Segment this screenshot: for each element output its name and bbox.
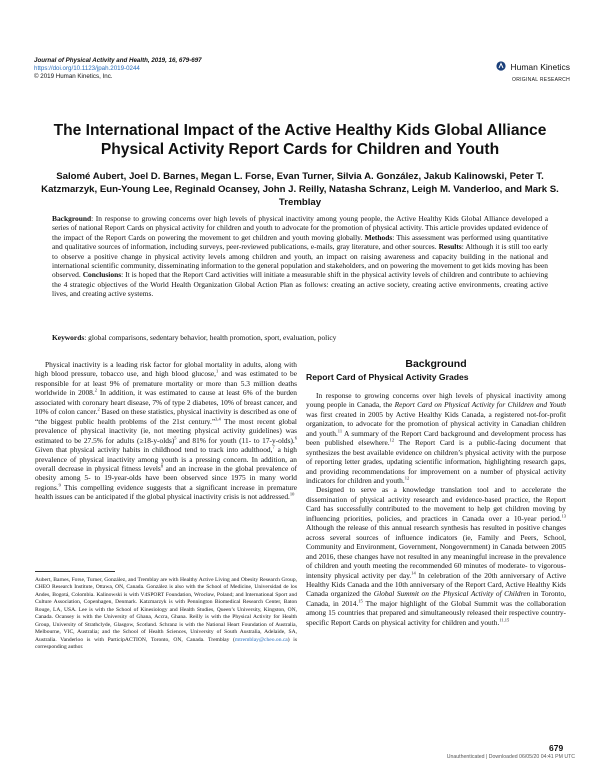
citation-ref[interactable]: 8	[160, 463, 164, 469]
corresponding-email-link[interactable]: mtremblay@cheo.on.ca	[234, 636, 288, 643]
citation-ref[interactable]: 13	[561, 513, 566, 519]
body-text: Given that physical activity habits in childhood tend to track into adulthood,	[35, 445, 273, 455]
body-text: The major highlight of the Global Summit was the collaboration among 15 countries that prepared and simultaneously released their respective country-specific Report Cards on physical activity for children and youth.	[306, 598, 566, 627]
citation-ref[interactable]: 2	[97, 406, 100, 412]
author-list: Salomé Aubert, Joel D. Barnes, Megan L. Forse, Evan Turner, Silvia A. González, Jakub Kalinowski, Peter T. Katzmarzyk, Eun-Young Lee, Reginald Ocansey, John J. Reilly, Natasha Schranz, Leigh M. Vanderloo, and Mark S. Tremblay	[41, 171, 559, 208]
abstract-results-label: Results	[438, 242, 462, 252]
footnote-text-end: ) is corresponding author.	[35, 636, 297, 651]
citation-ref[interactable]: 4	[218, 416, 221, 422]
journal-header	[34, 57, 334, 81]
abstract-background-label: Background	[52, 214, 92, 223]
body-text: in Toronto, Canada, in 2014.	[306, 589, 566, 608]
body-text: Designed to serve as a knowledge translation tool and to accelerate the dissemination of physical activity research and evidence-based practice, the Report Card has successfully contributed to the movement to help get children moving by influencing priorities, policies, and practices in Canada over a 10-year period.	[306, 485, 566, 523]
body-text: In addition, it was estimated to cause at least 6% of the burden associated with coronary heart disease, 7% of type 2 diabetes, 10% of breast cancer, and 10% of colon cancer.	[35, 388, 298, 417]
section-heading-background: Background	[405, 358, 467, 370]
body-text: Although the release of this annual research synthesis has resulted in positive changes across several sources of influence indicators (ie, Family and Peers, School, Community and Environment, Government, Nongovernment) in Canada between 2005 and 2016, these changes have not resulted in any meaningful increase in the prevalence of children and youth meeting the recommended 60 minutes of moderate- to vigorous-intensity physical activity per day.	[306, 523, 566, 580]
keywords	[52, 333, 548, 342]
copyright-line: © 2019 Human Kinetics, Inc.	[34, 73, 113, 80]
citation-ref[interactable]: 14	[411, 570, 416, 576]
abstract-background-text: : In response to growing concerns over high levels of physical inactivity among young people, the Active Healthy Kids Global Alliance developed a series of national Report Cards on physical activity for children and youth to advocate for the promotion of physical activity. This article provides updated evidence of the impact of the Report Cards on powering the movement to get children and youth moving globally.	[52, 214, 548, 242]
article-title: The International Impact of the Active Healthy Kids Global Alliance Physical Activity Report Cards for Children and Youth	[53, 122, 547, 158]
article-type-label: ORIGINAL RESEARCH	[512, 77, 570, 84]
citation-ref[interactable]: 11	[337, 428, 343, 434]
background-paragraph-1	[306, 391, 566, 486]
citation-ref[interactable]: 10	[289, 491, 295, 497]
body-text: This compelling evidence suggests that a significant increase in premature health issues can be anticipated if the global physical inactivity crisis is not addressed.	[35, 482, 297, 502]
download-watermark: Unauthenticated | Downloaded 06/05/20 04:41 PM UTC	[446, 754, 575, 760]
publisher-name: Human Kinetics	[510, 62, 570, 72]
body-text: In response to growing concerns over high levels of physical inactivity among young people in Canada, the	[306, 390, 566, 410]
body-text: A summary of the Report Card background and development process has been published elsewhere.	[306, 428, 566, 448]
human-kinetics-logo-icon	[496, 58, 506, 76]
citation-ref[interactable]: 2	[94, 387, 97, 393]
title-block	[25, 121, 575, 159]
publisher-block	[470, 58, 570, 83]
citation-ref[interactable]: 11,15	[499, 617, 510, 623]
footnote-divider	[35, 571, 115, 572]
abstract-methods-label: Methods	[364, 232, 393, 242]
citation-separator: ,	[217, 416, 219, 422]
body-text: and an increase in the global prevalence of obesity among 5- to 19-year-olds have been observed since 1975 in many world regions.	[35, 463, 297, 492]
abstract-conclusions-label: Conclusions	[82, 270, 122, 280]
body-text: The Report Card is a public-facing document that synthesizes the best available evidence on children’s physical activity with the purpose of reporting letter grades, updating scientific information, highlighting research gaps, and providing recommendations for improvement on a number of physical activity indicators for children and youth.	[306, 438, 566, 485]
footnote-text: Aubert, Barnes, Forse, Turner, González, and Tremblay are with Healthy Active Living and Obesity Research Group, CHEO Research Institute, Ottawa, ON, Canada. González is also with the School of Medicine, Universidad de los Andes, Bogotá, Colombia. Kalinowski is with V4SPORT Foundation, Wrocław, Poland; and International Sport and Culture Association, Copenhagen, Denmark. Katzmarzyk is with Pennington Biomedical Research Center, Baton Rouge, LA, USA. Lee is with the School of Kinesiology and Health Studies, Queen’s University, Kingston, ON, Canada. Ocansey is with the University of Ghana, Accra, Ghana. Reilly is with the Physical Activity for Health Group, University of Strathclyde, Glasgow, Scotland. Schranz is with the National Heart Foundation of Australia, Melbourne, VIC, Australia; and the School of Health Sciences, University of South Australia, Adelaide, SA, Australia. Vanderloo is with ParticipACTION, Toronto, ON, Canada. Tremblay (	[35, 577, 297, 643]
abstract-conclusions-text: : It is hoped that the Report Card activities will initiate a measurable shift in the physical activity levels of children and contribute to achieving the 4 strategic objectives of the World Health Organization Global Action Plan as follows: creating an active society, creating active environments, creating active lives, and creating active systems.	[52, 270, 548, 299]
global-summit-title: Global Summit on the Physical Activity of Children	[373, 589, 531, 599]
citation-ref[interactable]: 12	[389, 437, 395, 443]
body-text: The most recent global prevalence of physical inactivity (ie, not meeting physical activity guidelines) was estimated to be 27.5% for adults (≥18-y-olds)	[35, 416, 297, 445]
citation-ref[interactable]: 1	[216, 368, 219, 374]
citation-ref[interactable]: 6	[294, 435, 297, 441]
report-card-title: Report Card on Physical Activity for Children and Youth	[394, 400, 566, 410]
abstract	[52, 214, 548, 299]
subsection-heading-report-card: Report Card of Physical Activity Grades	[306, 372, 469, 383]
author-affiliations-footnote	[35, 577, 297, 652]
citation-ref[interactable]: 12	[404, 475, 410, 481]
body-text: In celebration of the 20th anniversary of Active Healthy Kids Canada and the 10th anniversary of the Report Card, Active Healthy Kids Canada organized the	[306, 570, 566, 599]
body-text: and was estimated to be responsible for at least 9% of premature mortality or more than 5.3 million deaths worldwide in 2008.	[35, 369, 298, 398]
body-text: and 81% for youth (11- to 17-y-olds).	[176, 435, 295, 445]
body-text: Physical inactivity is a leading risk factor for global mortality in adults, along with high blood pressure, tobacco use, and high blood glucose,	[35, 360, 297, 379]
keywords-label: Keywords	[52, 333, 85, 342]
right-column	[306, 360, 566, 627]
body-text: was first created in 2005 by Active Healthy Kids Canada, a registered not-for-profit organization, to advocate for the promotion of physical activity in Canadian children and youth.	[306, 409, 566, 438]
body-text: a high prevalence of physical inactivity among youth is a pressing concern. In addition, an overall decrease in physical fitness levels	[35, 445, 297, 473]
keywords-text: : global comparisons, sedentary behavior, health promotion, sport, evaluation, policy	[84, 333, 337, 342]
doi-link[interactable]: https://doi.org/10.1123/jpah.2019-0244	[34, 65, 140, 72]
abstract-results-text: : Although it is still too early to observe a positive change in physical activity levels among children and youth, an impact on raising awareness and capacity building in the national and international scientific community, disseminating information to the general population and stakeholders, and on powering the movement to get kids moving has been observed.	[52, 242, 549, 280]
citation-ref[interactable]: 9	[58, 482, 61, 488]
citation-ref[interactable]: 15	[358, 598, 363, 604]
citation-ref[interactable]: 5	[174, 435, 177, 441]
citation-ref[interactable]: 7	[272, 444, 275, 450]
background-paragraph-2	[306, 485, 566, 627]
body-text: Based on these statistics, physical inactivity is described as one of “the biggest public health problems of the 21st century.”	[35, 407, 297, 426]
citation-ref[interactable]: 3	[215, 416, 218, 422]
abstract-methods-text: : This assessment was performed using quantitative and qualitative sources of information, including surveys, peer-reviewed publications, e-mails, gray literature, and other sources.	[52, 232, 548, 252]
page-number: 679	[549, 743, 564, 753]
left-column	[35, 360, 297, 502]
intro-paragraph	[35, 360, 297, 502]
journal-citation: Journal of Physical Activity and Health, 2019, 16, 679-697	[34, 57, 202, 64]
